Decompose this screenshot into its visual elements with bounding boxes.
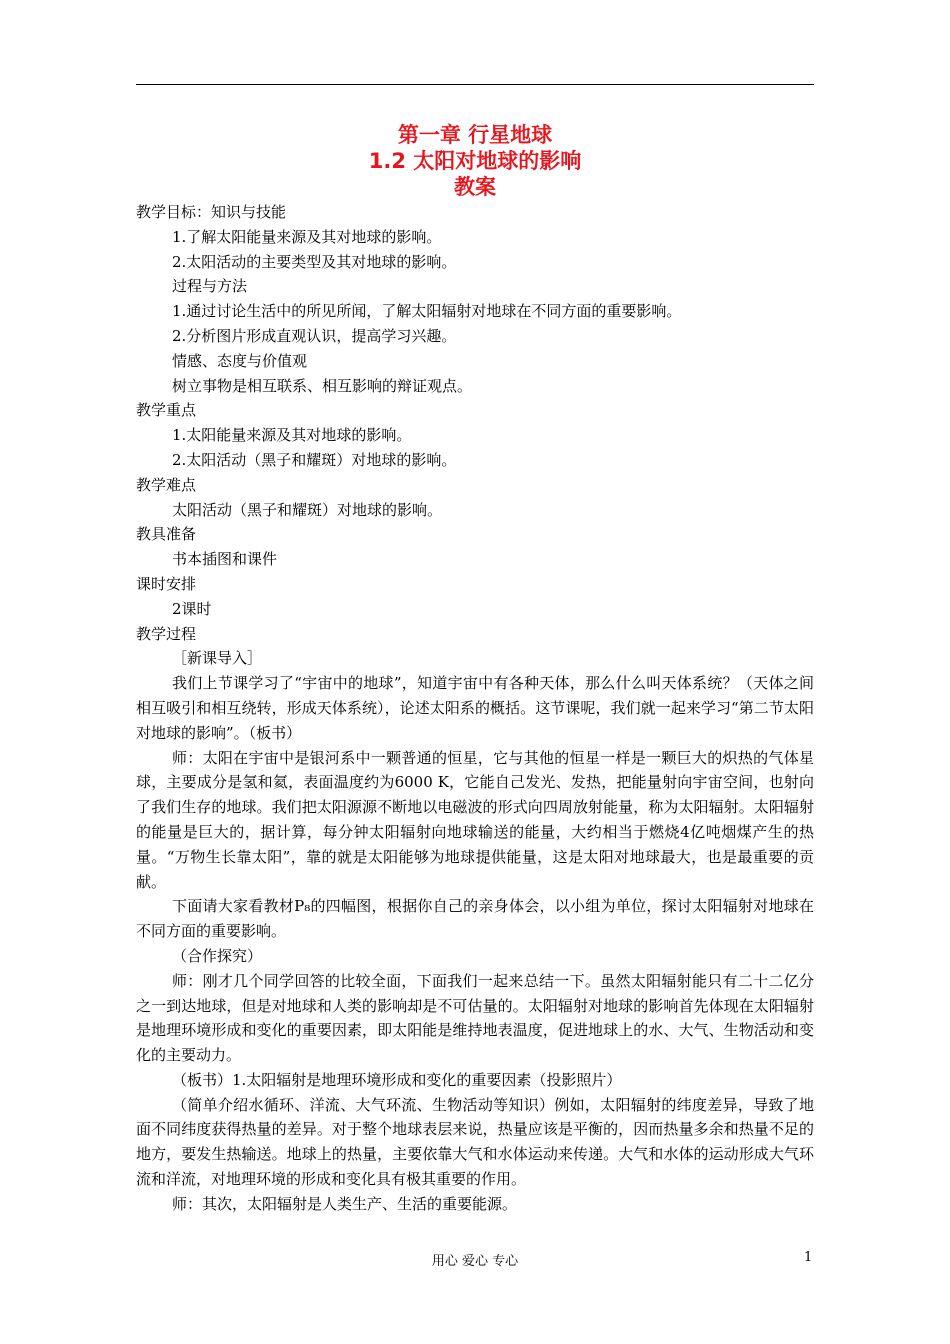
body-paragraph: （简单介绍水循环、洋流、大气环流、生物活动等知识）例如，太阳辐射的纬度差异，导致了地面不同纬度获得热量的差异。对于整个地球表层来说，热量应该是平衡的，因而热量多余和热量不足的地方，要发生热输送。地球上的热量，主要依靠大气和水体运动来传递。大气和水体的运动形成大气环流和洋流，对地理环境的形成和变化具有极其重要的作用。: [136, 1095, 814, 1189]
body-paragraph: 教学过程: [136, 624, 197, 643]
document-body: [136, 200, 814, 1217]
body-paragraph: 教学目标：知识与技能: [136, 203, 287, 221]
section-title: 1.2 太阳对地球的影响: [368, 149, 582, 173]
body-paragraph: 课时安排: [136, 574, 197, 593]
body-paragraph: 1.通过讨论生活中的所见所闻，了解太阳辐射对地球在不同方面的重要影响。: [172, 302, 682, 321]
body-paragraph: 教学难点: [136, 475, 197, 494]
body-paragraph: 师：太阳在宇宙中是银河系中一颗普通的恒星，它与其他的恒星一样是一颗巨大的炽热的气体星球，主要成分是氢和氦，表面温度约为6000 K，它能自己发光、发热，把能量射向宇宙空间，也射向了我们生存的地球。我们把太阳源源不断地以电磁波的形式向四周放射能量，称为太阳辐射。太阳辐射的能量是巨大的，据计算，每分钟太阳辐射向地球输送的能量，大约相当于燃烧4亿吨烟煤产生的热量。“万物生长靠太阳”，靠的就是太阳能够为地球提供能量，这是太阳对地球最大，也是最重要的贡献。: [136, 748, 814, 891]
header-rule: [136, 84, 814, 85]
body-paragraph: ［新课导入］: [172, 649, 263, 668]
body-paragraph: 下面请大家看教材P₈的四幅图，根据你自己的亲身体会，以小组为单位，探讨太阳辐射对地球在不同方面的重要影响。: [136, 897, 814, 941]
body-paragraph: 2.分析图片形成直观认识，提高学习兴趣。: [172, 326, 457, 345]
page-number: 1: [804, 1250, 813, 1265]
body-paragraph: 2课时: [172, 599, 212, 618]
body-paragraph: 书本插图和课件: [172, 550, 278, 569]
body-paragraph: 太阳活动（黑子和耀斑）对地球的影响。: [172, 500, 443, 519]
chapter-title: 第一章 行星地球: [397, 123, 553, 147]
body-paragraph: 教具准备: [136, 525, 197, 544]
body-paragraph: 我们上节课学习了“宇宙中的地球”，知道宇宙中有各种天体，那么什么叫天体系统？（天体之间相互吸引和相互绕转，形成天体系统），论述太阳系的概括。这节课呢，我们就一起来学习“第二节太阳对地球的影响”。（板书）: [136, 674, 814, 742]
body-paragraph: 1.太阳能量来源及其对地球的影响。: [172, 426, 412, 445]
body-paragraph: 教学重点: [136, 401, 197, 420]
body-paragraph: 情感、态度与价值观: [172, 351, 308, 370]
body-paragraph: 1.了解太阳能量来源及其对地球的影响。: [172, 227, 442, 246]
body-paragraph: 师：其次，太阳辐射是人类生产、生活的重要能源。: [172, 1194, 518, 1213]
body-paragraph: （板书）1.太阳辐射是地理环境形成和变化的重要因素（投影照片）: [172, 1070, 622, 1089]
body-paragraph: 2.太阳活动的主要类型及其对地球的影响。: [172, 252, 457, 271]
body-paragraph: 过程与方法: [172, 277, 248, 296]
body-paragraph: （合作探究）: [172, 946, 263, 965]
body-paragraph: 2.太阳活动（黑子和耀斑）对地球的影响。: [172, 450, 457, 469]
body-paragraph: 师：刚才几个同学回答的比较全面，下面我们一起来总结一下。虽然太阳辐射能只有二十二亿分之一到达地球，但是对地球和人类的影响却是不可估量的。太阳辐射对地球的影响首先体现在太阳辐射是地理环境形成和变化的重要因素，即太阳能是维持地表温度，促进地球上的水、大气、生物活动和变化的主要动力。: [136, 971, 814, 1065]
body-paragraph: 树立事物是相互联系、相互影响的辩证观点。: [172, 376, 473, 395]
footer-motto: 用心 爱心 专心: [431, 1254, 519, 1269]
doc-type-title: 教案: [454, 175, 496, 199]
